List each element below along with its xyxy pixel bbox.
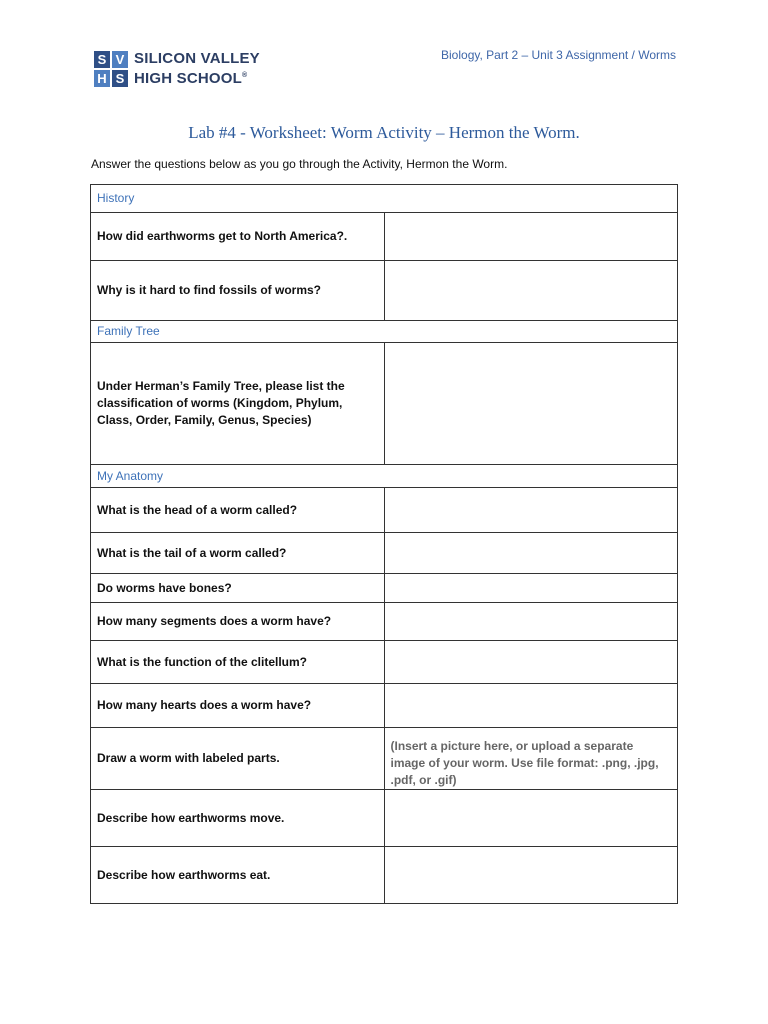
instructions: Answer the questions below as you go through the Activity, Hermon the Worm.	[91, 157, 508, 171]
question-row	[91, 790, 678, 847]
question-row	[91, 603, 678, 641]
question-row	[91, 847, 678, 904]
answer-cell[interactable]	[384, 847, 678, 904]
worksheet-table	[90, 184, 678, 904]
question-row	[91, 684, 678, 728]
question-label: What is the tail of a worm called?	[91, 533, 385, 574]
question-label: Draw a worm with labeled parts.	[91, 728, 385, 790]
logo-line-2: HIGH SCHOOL	[134, 70, 243, 87]
question-row	[91, 488, 678, 533]
question-row	[91, 641, 678, 684]
logo-letter: S	[112, 70, 128, 87]
question-label: Describe how earthworms eat.	[91, 847, 385, 904]
registered-mark: ®	[242, 72, 248, 79]
answer-cell[interactable]	[384, 261, 678, 321]
section-family-tree: Family Tree	[91, 321, 678, 343]
page-title: Lab #4 - Worksheet: Worm Activity – Hermon the Worm.	[188, 123, 580, 142]
question-label: How many segments does a worm have?	[91, 603, 385, 641]
question-label: What is the head of a worm called?	[91, 488, 385, 533]
question-row	[91, 533, 678, 574]
logo-letter: H	[94, 70, 110, 87]
answer-cell[interactable]	[384, 603, 678, 641]
question-label: How did earthworms get to North America?.	[91, 213, 385, 261]
question-label: Why is it hard to find fossils of worms?	[91, 261, 385, 321]
answer-cell[interactable]	[384, 641, 678, 684]
answer-cell[interactable]	[384, 488, 678, 533]
answer-cell[interactable]	[384, 213, 678, 261]
section-history: History	[91, 185, 678, 213]
answer-cell[interactable]	[384, 343, 678, 465]
answer-cell[interactable]	[384, 574, 678, 603]
answer-cell[interactable]	[384, 684, 678, 728]
question-row	[91, 213, 678, 261]
course-header: Biology, Part 2 – Unit 3 Assignment / Worms	[441, 48, 676, 62]
question-row	[91, 261, 678, 321]
question-label: What is the function of the clitellum?	[91, 641, 385, 684]
answer-cell[interactable]	[384, 533, 678, 574]
section-row	[91, 321, 678, 343]
logo-wordmark	[134, 50, 260, 87]
question-row	[91, 574, 678, 603]
logo-line-1: SILICON VALLEY	[134, 50, 260, 67]
section-row	[91, 185, 678, 213]
section-row	[91, 465, 678, 488]
question-row	[91, 728, 678, 790]
question-label: How many hearts does a worm have?	[91, 684, 385, 728]
logo-mark	[94, 51, 128, 87]
logo-letter: S	[94, 51, 110, 68]
question-label: Under Herman’s Family Tree, please list the classification of worms (Kingdom, Phylum, Class, Order, Family, Genus, Species)	[91, 343, 385, 465]
question-label: Do worms have bones?	[91, 574, 385, 603]
question-label: Describe how earthworms move.	[91, 790, 385, 847]
question-row	[91, 343, 678, 465]
logo-letter: V	[112, 51, 128, 68]
school-logo	[94, 50, 260, 87]
section-anatomy: My Anatomy	[91, 465, 678, 488]
answer-cell[interactable]	[384, 790, 678, 847]
draw-worm-answer-cell[interactable]: (Insert a picture here, or upload a separate image of your worm. Use file format: .png, .jpg, .pdf, or .gif)	[384, 728, 678, 790]
